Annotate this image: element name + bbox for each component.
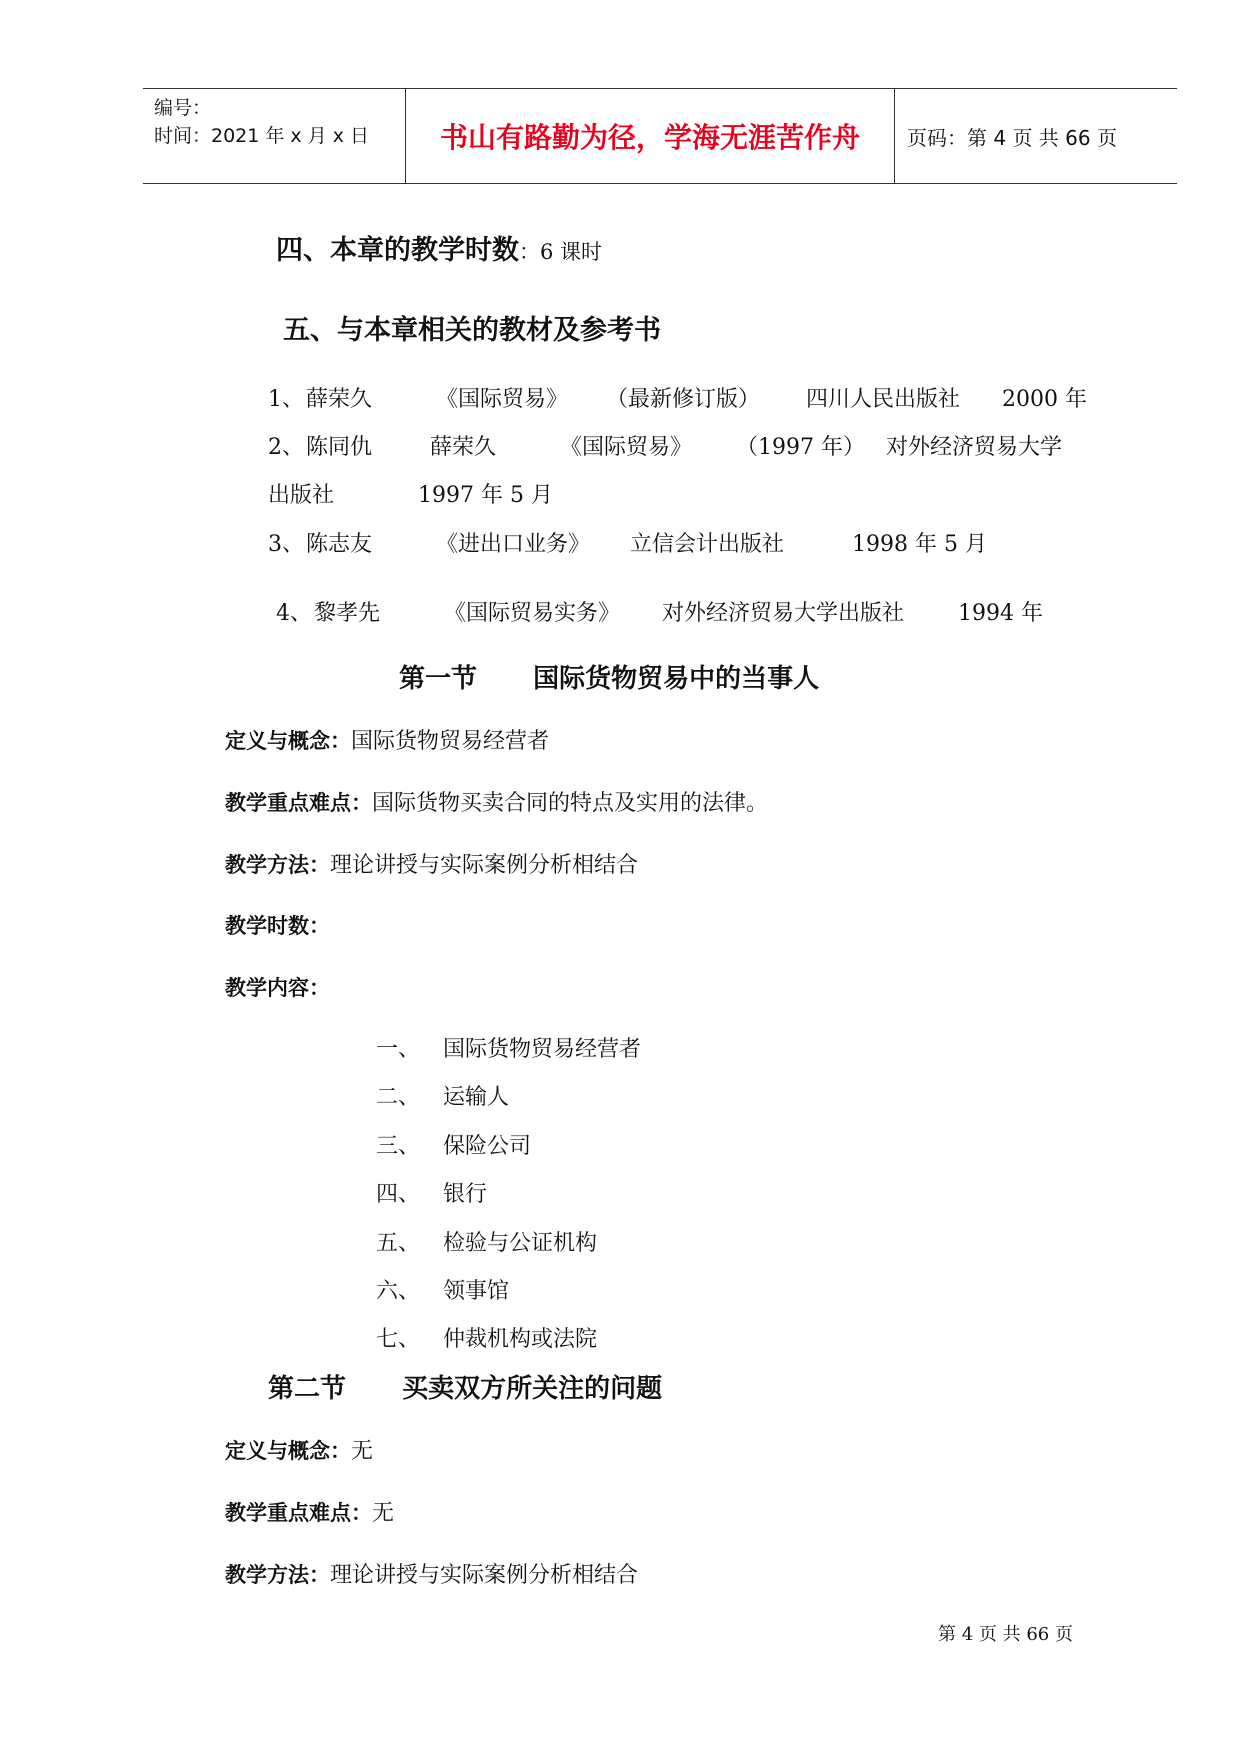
ref-publisher-cont: 出版社 bbox=[268, 483, 335, 508]
item-text: 领事馆 bbox=[443, 1279, 510, 1304]
ref-date: 1994 年 bbox=[958, 601, 1043, 626]
ref-title: 《国际贸易》 bbox=[560, 435, 693, 460]
chapter-hours-heading: 四、本章的教学时数 bbox=[276, 235, 519, 266]
item-text: 运输人 bbox=[443, 1085, 510, 1110]
list-item bbox=[0, 1274, 1241, 1304]
list-item bbox=[0, 1032, 1241, 1062]
field-label: 教学重点难点： bbox=[225, 1501, 372, 1525]
header-motto: 书山有路勤为径，学海无涯苦作舟 bbox=[405, 89, 895, 183]
section2-key-points bbox=[225, 1496, 394, 1527]
ref-num: 4、 bbox=[276, 601, 312, 626]
item-text: 保险公司 bbox=[443, 1134, 532, 1159]
header-time: 时间：2021 年 x 月 x 日 bbox=[154, 125, 370, 147]
item-text: 仲裁机构或法院 bbox=[443, 1327, 598, 1352]
header-left-cell bbox=[143, 89, 405, 183]
item-text: 检验与公证机构 bbox=[443, 1231, 598, 1256]
section1-hours bbox=[225, 910, 330, 940]
list-item bbox=[0, 1177, 1241, 1207]
item-number: 二、 bbox=[376, 1085, 421, 1110]
section1-definition bbox=[225, 724, 549, 755]
field-value: 理论讲授与实际案例分析相结合 bbox=[330, 853, 639, 878]
field-label: 教学内容： bbox=[225, 976, 330, 1000]
field-label: 教学重点难点： bbox=[225, 791, 372, 815]
ref-title: 《国际贸易实务》 bbox=[444, 601, 621, 626]
item-number: 四、 bbox=[376, 1182, 421, 1207]
header-page-label: 页码：第 4 页 共 66 页 bbox=[907, 125, 1117, 150]
item-number: 六、 bbox=[376, 1279, 421, 1304]
ref-note: （1997 年） bbox=[736, 435, 865, 460]
ref-author: 陈志友 bbox=[306, 532, 373, 557]
ref-author: 薛荣久 bbox=[306, 387, 373, 412]
ref-date: 1998 年 5 月 bbox=[852, 532, 987, 557]
ref-title: 《国际贸易》 bbox=[436, 387, 569, 412]
section2-title bbox=[268, 1368, 662, 1405]
item-text: 国际货物贸易经营者 bbox=[443, 1037, 642, 1062]
reference-2 bbox=[0, 430, 1241, 460]
item-number: 五、 bbox=[376, 1231, 421, 1256]
reference-1 bbox=[0, 382, 1241, 412]
ref-publisher: 对外经济贸易大学 bbox=[886, 435, 1063, 460]
ref-date: 2000 年 bbox=[1002, 387, 1087, 412]
field-label: 教学时数： bbox=[225, 914, 330, 938]
field-value: 无 bbox=[351, 1439, 374, 1464]
item-number: 七、 bbox=[376, 1327, 421, 1352]
chapter-hours bbox=[276, 228, 602, 267]
chapter-hours-value: ：6 课时 bbox=[519, 240, 603, 264]
ref-publisher: 四川人民出版社 bbox=[806, 387, 961, 412]
ref-author2: 薛荣久 bbox=[430, 435, 497, 460]
ref-author: 陈同仇 bbox=[306, 435, 373, 460]
ref-title: 《进出口业务》 bbox=[436, 532, 591, 557]
section1-content bbox=[225, 972, 330, 1002]
section1-method bbox=[225, 848, 638, 879]
section1-subtitle: 国际货物贸易中的当事人 bbox=[533, 664, 820, 694]
section2-definition bbox=[225, 1434, 373, 1465]
list-item bbox=[0, 1322, 1241, 1352]
header-code: 编号： bbox=[154, 97, 212, 119]
references-heading: 五、与本章相关的教材及参考书 bbox=[283, 315, 661, 346]
field-label: 定义与概念： bbox=[225, 729, 351, 753]
section1-title bbox=[399, 658, 819, 695]
field-value: 国际货物买卖合同的特点及实用的法律。 bbox=[372, 791, 769, 816]
item-text: 银行 bbox=[443, 1182, 488, 1207]
section1-number: 第一节 bbox=[399, 664, 478, 694]
ref-note: （最新修订版） bbox=[606, 387, 761, 412]
page-footer: 第 4 页 共 66 页 bbox=[938, 1624, 1073, 1645]
field-label: 教学方法： bbox=[225, 853, 330, 877]
ref-date: 1997 年 5 月 bbox=[418, 483, 553, 508]
list-item bbox=[0, 1129, 1241, 1159]
field-value: 无 bbox=[372, 1501, 395, 1526]
section2-method bbox=[225, 1558, 638, 1589]
reference-3 bbox=[0, 527, 1241, 557]
field-label: 教学方法： bbox=[225, 1563, 330, 1587]
page-header bbox=[143, 88, 1177, 184]
ref-publisher: 对外经济贸易大学出版社 bbox=[662, 601, 905, 626]
section2-subtitle: 买卖双方所关注的问题 bbox=[402, 1374, 663, 1404]
ref-num: 3、 bbox=[268, 532, 304, 557]
header-page-cell bbox=[895, 89, 1177, 183]
section1-key-points bbox=[225, 786, 768, 817]
ref-num: 1、 bbox=[268, 387, 304, 412]
reference-4 bbox=[0, 596, 1241, 626]
field-value: 理论讲授与实际案例分析相结合 bbox=[330, 1563, 639, 1588]
ref-publisher: 立信会计出版社 bbox=[630, 532, 785, 557]
item-number: 一、 bbox=[376, 1037, 421, 1062]
ref-num: 2、 bbox=[268, 435, 304, 460]
field-label: 定义与概念： bbox=[225, 1439, 351, 1463]
list-item bbox=[0, 1080, 1241, 1110]
reference-2-cont bbox=[0, 478, 1241, 508]
section2-number: 第二节 bbox=[268, 1374, 347, 1404]
ref-author: 黎孝先 bbox=[314, 601, 381, 626]
field-value: 国际货物贸易经营者 bbox=[351, 729, 550, 754]
item-number: 三、 bbox=[376, 1134, 421, 1159]
list-item bbox=[0, 1226, 1241, 1256]
